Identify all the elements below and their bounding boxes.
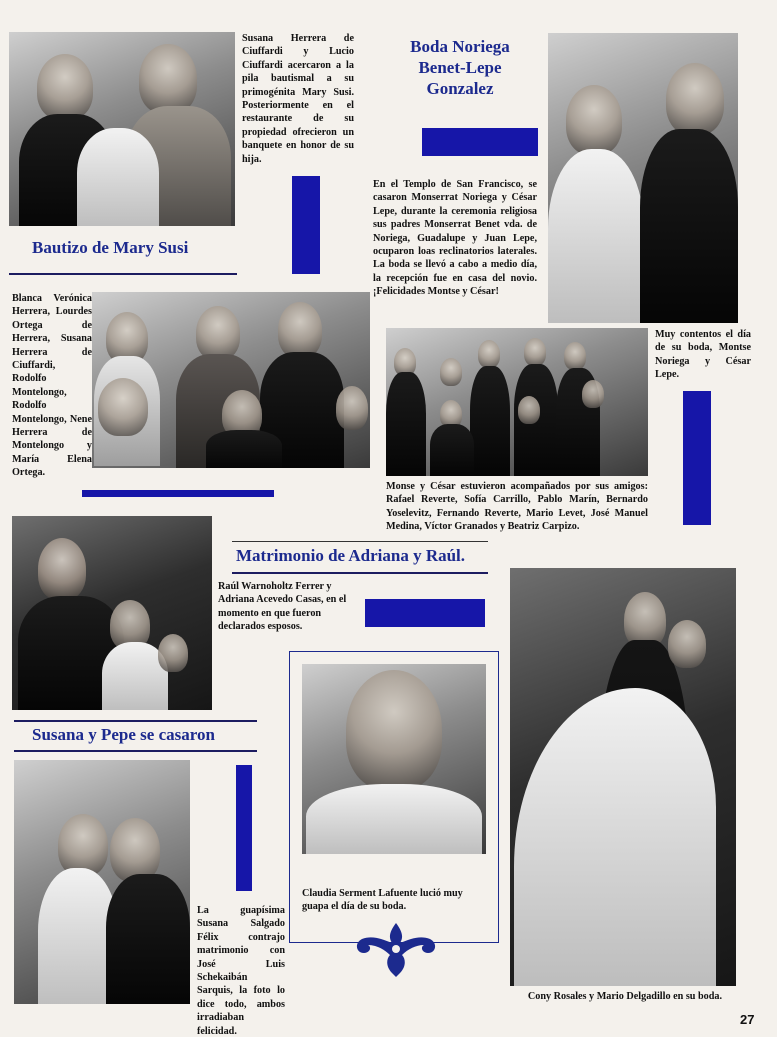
cony-caption: Cony Rosales y Mario Delgadillo en su boda. — [527, 991, 723, 1002]
claudia-caption: Claudia Serment Lafuente lució muy guapa el día de su boda. — [302, 888, 463, 913]
ornament-icon — [346, 917, 446, 977]
friends-caption: Monse y César estuvieron acompañados por sus amigos: Rafael Reverte, Sofía Carrillo, Pablo Marín, Bernardo Yoselevitz, Fernando Reverte, Mario Levet, José Manuel Medina, Víctor Granados y Beatriz Carpizo. — [386, 481, 648, 533]
baptism-photo — [9, 32, 235, 226]
heading-overline — [14, 720, 257, 722]
decor-bar — [365, 599, 485, 627]
decor-bar — [236, 765, 252, 891]
baptism-caption: Susana Herrera de Ciuffardi y Lucio Ciuffardi acercaron a la pila bautismal a su primogénita Mary Susi. Posteriormente en el restaurante de su propiedad ofrecieron un banquete en honor de su hija. — [242, 33, 354, 165]
decor-bar — [683, 391, 711, 525]
cony-mario-photo — [510, 568, 736, 986]
heading-underline — [9, 273, 237, 275]
decor-bar — [82, 490, 274, 497]
family-group-photo — [92, 292, 370, 468]
matrimonio-caption: Raúl Warnoholtz Ferrer y Adriana Acevedo Casas, en el momento en que fueron declarados esposos. — [218, 581, 347, 633]
page-number: 27 — [740, 1012, 755, 1027]
couple-caption: Muy contentos el día de su boda, Montse Noriega y César Lepe. — [655, 329, 751, 381]
noriega-couple-photo — [548, 33, 738, 323]
noriega-heading-line1: Boda Noriega — [410, 37, 510, 56]
bautizo-heading: Bautizo de Mary Susi — [32, 238, 189, 257]
noriega-heading-line2: Benet-Lepe — [418, 58, 502, 77]
heading-underline — [232, 572, 488, 574]
adriana-raul-photo — [12, 516, 212, 710]
group-caption: Blanca Verónica Herrera, Lourdes Ortega de Herrera, Susana Herrera de Ciuffardi, Rodolfo Montelongo, Rodolfo Montelongo, Nene Herrera de Montelongo y María Elena Ortega. — [12, 293, 92, 479]
matrimonio-heading: Matrimonio de Adriana y Raúl. — [236, 546, 466, 565]
susana-pepe-caption: La guapísima Susana Salgado Félix contrajo matrimonio con José Luis Schekaibán Sarquis, la foto lo dice todo, ambos irradiaban felicidad. — [197, 905, 285, 1037]
claudia-portrait — [302, 664, 486, 854]
heading-overline — [232, 541, 488, 542]
decor-bar — [422, 128, 538, 156]
noriega-heading — [374, 36, 546, 99]
heading-underline — [14, 750, 257, 752]
noriega-caption: En el Templo de San Francisco, se casaron Monserrat Noriega y César Lepe, durante la ceremonia religiosa sus padres Monserrat Benet vda. de Noriega, Guadalupe y Juan Lepe, ocuparon loas reclinatorios laterales. La boda se llevó a cabo a medio día, la recepción fue en casa del novio. ¡Felicidades Montse y César! — [373, 179, 537, 298]
susana-pepe-heading: Susana y Pepe se casaron — [32, 725, 215, 744]
noriega-heading-line3: Gonzalez — [426, 79, 494, 98]
susana-pepe-photo — [14, 760, 190, 1004]
decor-bar — [292, 176, 320, 274]
friends-group-photo — [386, 328, 648, 476]
